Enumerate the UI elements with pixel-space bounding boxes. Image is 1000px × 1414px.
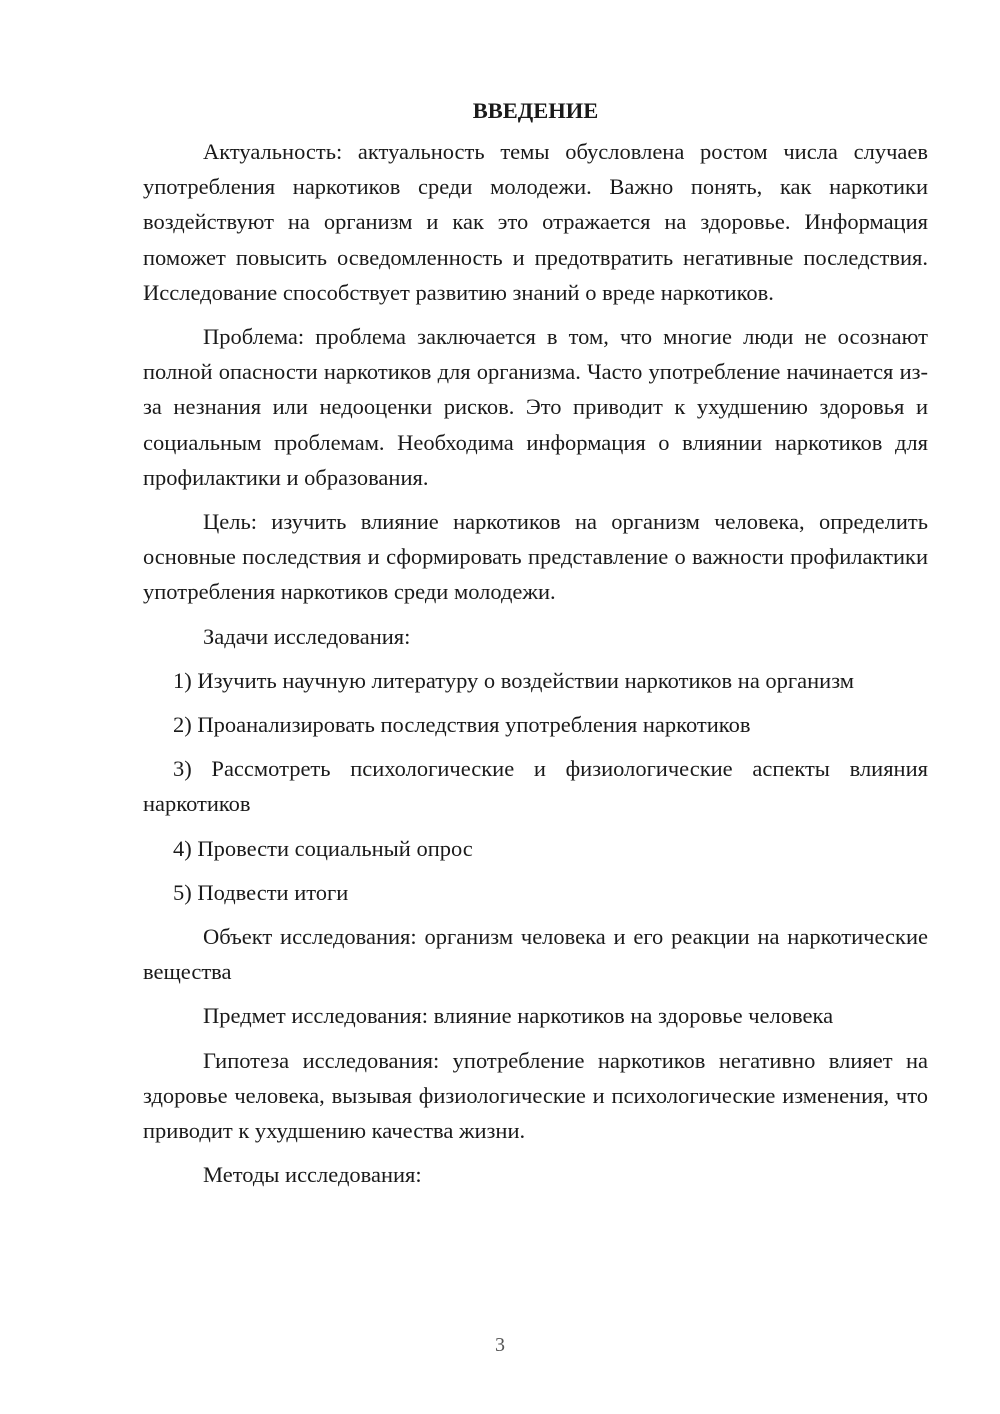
methods-heading: Методы исследования: — [203, 1162, 422, 1188]
list-item: 3) Рассмотреть психологические и физиологические аспекты влияния наркотиков — [143, 756, 928, 817]
list-item: 4) Провести социальный опрос — [173, 835, 473, 861]
paragraph-object: Объект исследования: организм человека и его реакции на наркотические вещества — [143, 924, 928, 985]
tasks-heading: Задачи исследования: — [203, 623, 411, 649]
paragraph-subject: Предмет исследования: влияние наркотиков на здоровье человека — [203, 1003, 834, 1029]
section-title: ВВЕДЕНИЕ — [472, 98, 599, 123]
list-item: 5) Подвести итоги — [173, 879, 349, 905]
list-item: 1) Изучить научную литературу о воздействии наркотиков на организм — [173, 667, 855, 693]
paragraph-relevance: Актуальность: актуальность темы обусловлена ростом числа случаев употребления наркотиков среди молодежи. Важно понять, как наркотики воздействуют на организм и как это отражается на здоровье. Информация поможет повысить осведомленность и предотвратить негативные последствия. Исследование способствует развитию знаний о вреде наркотиков. — [143, 139, 928, 305]
document-body — [143, 96, 928, 1201]
paragraph-problem: Проблема: проблема заключается в том, что многие люди не осознают полной опасности наркотиков для организма. Часто употребление начинается из-за незнания или недооценки рисков. Это приводит к ухудшению здоровья и социальным проблемам. Необходима информация о влиянии наркотиков для профилактики и образования. — [143, 324, 928, 490]
tasks-list — [143, 663, 928, 910]
list-item: 2) Проанализировать последствия употребления наркотиков — [173, 712, 751, 738]
paragraph-hypothesis: Гипотеза исследования: употребление наркотиков негативно влияет на здоровье человека, вызывая физиологические и психологические изменения, что приводит к ухудшению качества жизни. — [143, 1047, 928, 1144]
paragraph-goal: Цель: изучить влияние наркотиков на организм человека, определить основные последствия и сформировать представление о важности профилактики употребления наркотиков среди молодежи. — [143, 509, 928, 605]
page-number: 3 — [495, 1334, 505, 1356]
